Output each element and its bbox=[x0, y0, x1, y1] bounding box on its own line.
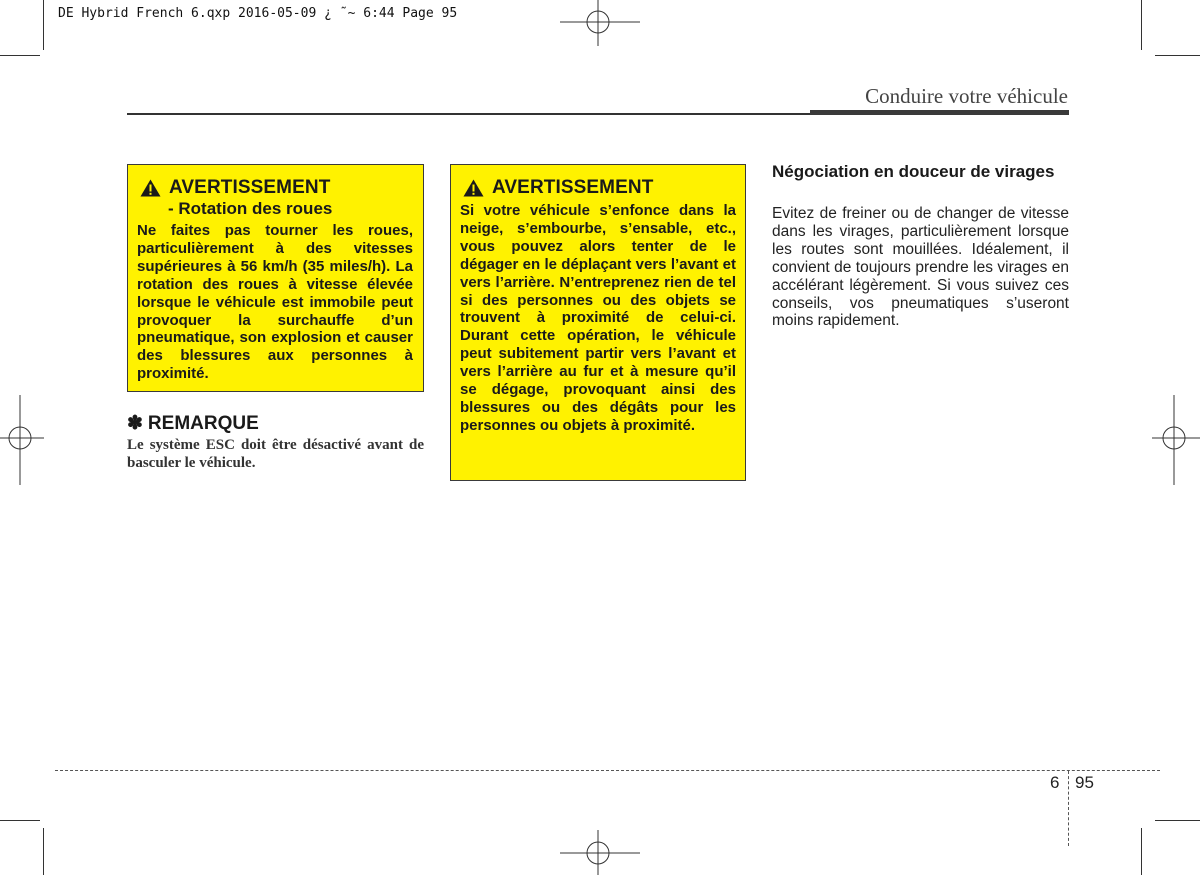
page-number-divider bbox=[1068, 771, 1069, 846]
section-body: Evitez de freiner ou de changer de vitesse dans les virages, particulièrement lorsque les routes sont mouillées. Idéalement, il convient de toujours prendre les virages en accélérant légèrement. Si vous suivez ces conseils, vos pneumatiques s’useront moins rapidement. bbox=[772, 205, 1069, 330]
warning-heading-text: AVERTISSEMENT bbox=[492, 177, 654, 198]
printer-slug: DE Hybrid French 6.qxp 2016-05-09 ¿ ˜~ 6:44 Page 95 bbox=[58, 6, 458, 21]
asterisk-icon: ✽ bbox=[127, 413, 143, 434]
registration-mark-left bbox=[0, 395, 44, 485]
registration-mark-top bbox=[560, 0, 640, 46]
remark-heading-text: REMARQUE bbox=[147, 413, 259, 434]
warning-heading bbox=[463, 177, 736, 199]
header-rule-accent bbox=[810, 110, 1069, 115]
chapter-number: 6 bbox=[1050, 773, 1060, 792]
remark-heading bbox=[127, 412, 259, 435]
running-header-title: Conduire votre véhicule bbox=[865, 84, 1068, 108]
section-heading: Négociation en douceur de virages bbox=[772, 162, 1055, 181]
warning-box-stuck-vehicle bbox=[450, 164, 746, 481]
registration-mark-right bbox=[1152, 395, 1200, 485]
remark-body: Le système ESC doit être désactivé avant de basculer le véhicule. bbox=[127, 437, 424, 471]
warning-box-wheel-spin bbox=[127, 164, 424, 392]
warning-body: Si votre véhicule s’enfonce dans la neige, s’embourbe, s’ensable, etc., vous pouvez alors tenter de le dégager en le déplaçant vers l’avant et vers l’arrière. N’entreprenez rien de tel si des personnes ou des objets se trouvent à proximité de celui-ci. Durant cette opération, le véhicule peut subitement partir vers l’avant et vers l’arrière au fur et à mesure qu’il se dégage, provoquant ainsi des blessures ou des dégâts pour les personnes ou objets à proximité. bbox=[460, 202, 736, 434]
header-rule bbox=[127, 113, 810, 115]
warning-triangle-icon bbox=[140, 179, 161, 197]
page-number: 95 bbox=[1075, 773, 1094, 792]
warning-body: Ne faites pas tourner les roues, particulièrement à des vitesses supérieures à 56 km/h (35 miles/h). La rotation des roues à vitesse élevée lorsque le véhicule est immobile peut provoquer la surchauffe d’un pneumatique, son explosion et causer des blessures aux personnes à proximité. bbox=[137, 222, 413, 383]
warning-heading bbox=[140, 177, 413, 199]
warning-heading-text: AVERTISSEMENT bbox=[169, 177, 331, 198]
footer-rule bbox=[55, 770, 1160, 771]
warning-triangle-icon bbox=[463, 179, 484, 197]
warning-subtitle: - Rotation des roues bbox=[168, 199, 333, 218]
registration-mark-bottom bbox=[560, 830, 640, 875]
